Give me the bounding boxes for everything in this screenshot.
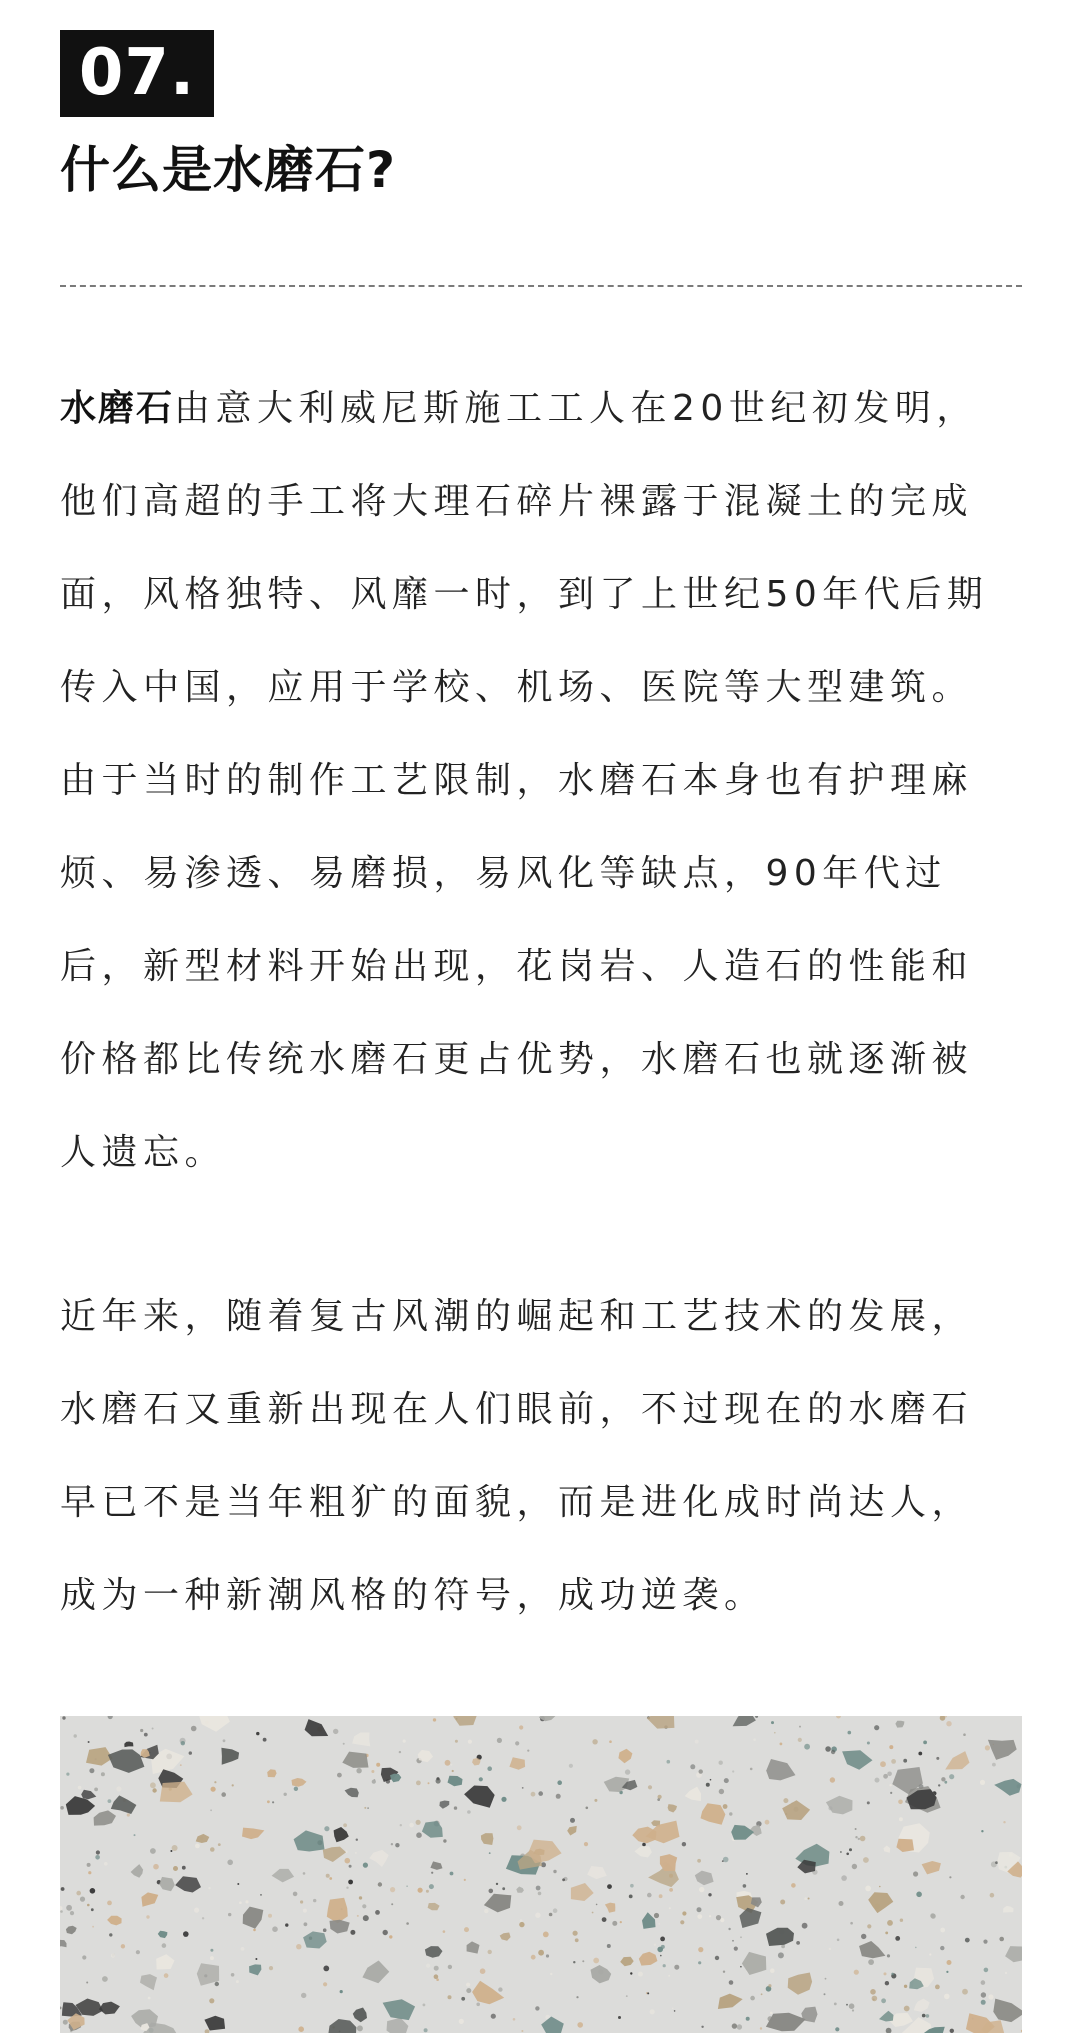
paragraph-line: 水磨石又重新出现在人们眼前，不过现在的水磨石 xyxy=(60,1389,974,1430)
paragraph-line: 烦、易渗透、易磨损，易风化等缺点，90年代过 xyxy=(60,853,947,894)
terrazzo-pattern xyxy=(60,1716,1022,2033)
paragraph-line: 近年来，随着复古风潮的崛起和工艺技术的发展， xyxy=(60,1296,974,1337)
paragraph-line: 由于当时的制作工艺限制，水磨石本身也有护理麻 xyxy=(60,760,974,801)
line-text: 由意大利威尼斯施工工人在20世纪初发明， xyxy=(174,388,978,429)
section-number-badge: 07. xyxy=(60,30,214,117)
paragraph-history xyxy=(60,362,1025,1199)
paragraph-revival xyxy=(60,1270,1025,1642)
paragraph-line: 面，风格独特、风靡一时，到了上世纪50年代后期 xyxy=(60,574,989,615)
paragraph-line: 价格都比传统水磨石更占优势，水磨石也就逐渐被 xyxy=(60,1039,974,1080)
paragraph-line: 早已不是当年粗犷的面貌，而是进化成时尚达人， xyxy=(60,1482,974,1523)
paragraph-line: 他们高超的手工将大理石碎片裸露于混凝土的完成 xyxy=(60,481,974,522)
bold-term: 水磨石 xyxy=(60,388,175,429)
section-title: 什么是水磨石? xyxy=(60,141,397,199)
paragraph-line: 传入中国，应用于学校、机场、医院等大型建筑。 xyxy=(60,667,974,708)
terrazzo-texture-image xyxy=(60,1716,1022,2033)
paragraph-line: 成为一种新潮风格的符号，成功逆袭。 xyxy=(60,1575,766,1616)
paragraph-line xyxy=(60,362,1025,455)
dashed-divider xyxy=(60,285,1022,287)
paragraph-line: 后，新型材料开始出现，花岗岩、人造石的性能和 xyxy=(60,946,974,987)
paragraph-line: 人遗忘。 xyxy=(60,1132,227,1173)
